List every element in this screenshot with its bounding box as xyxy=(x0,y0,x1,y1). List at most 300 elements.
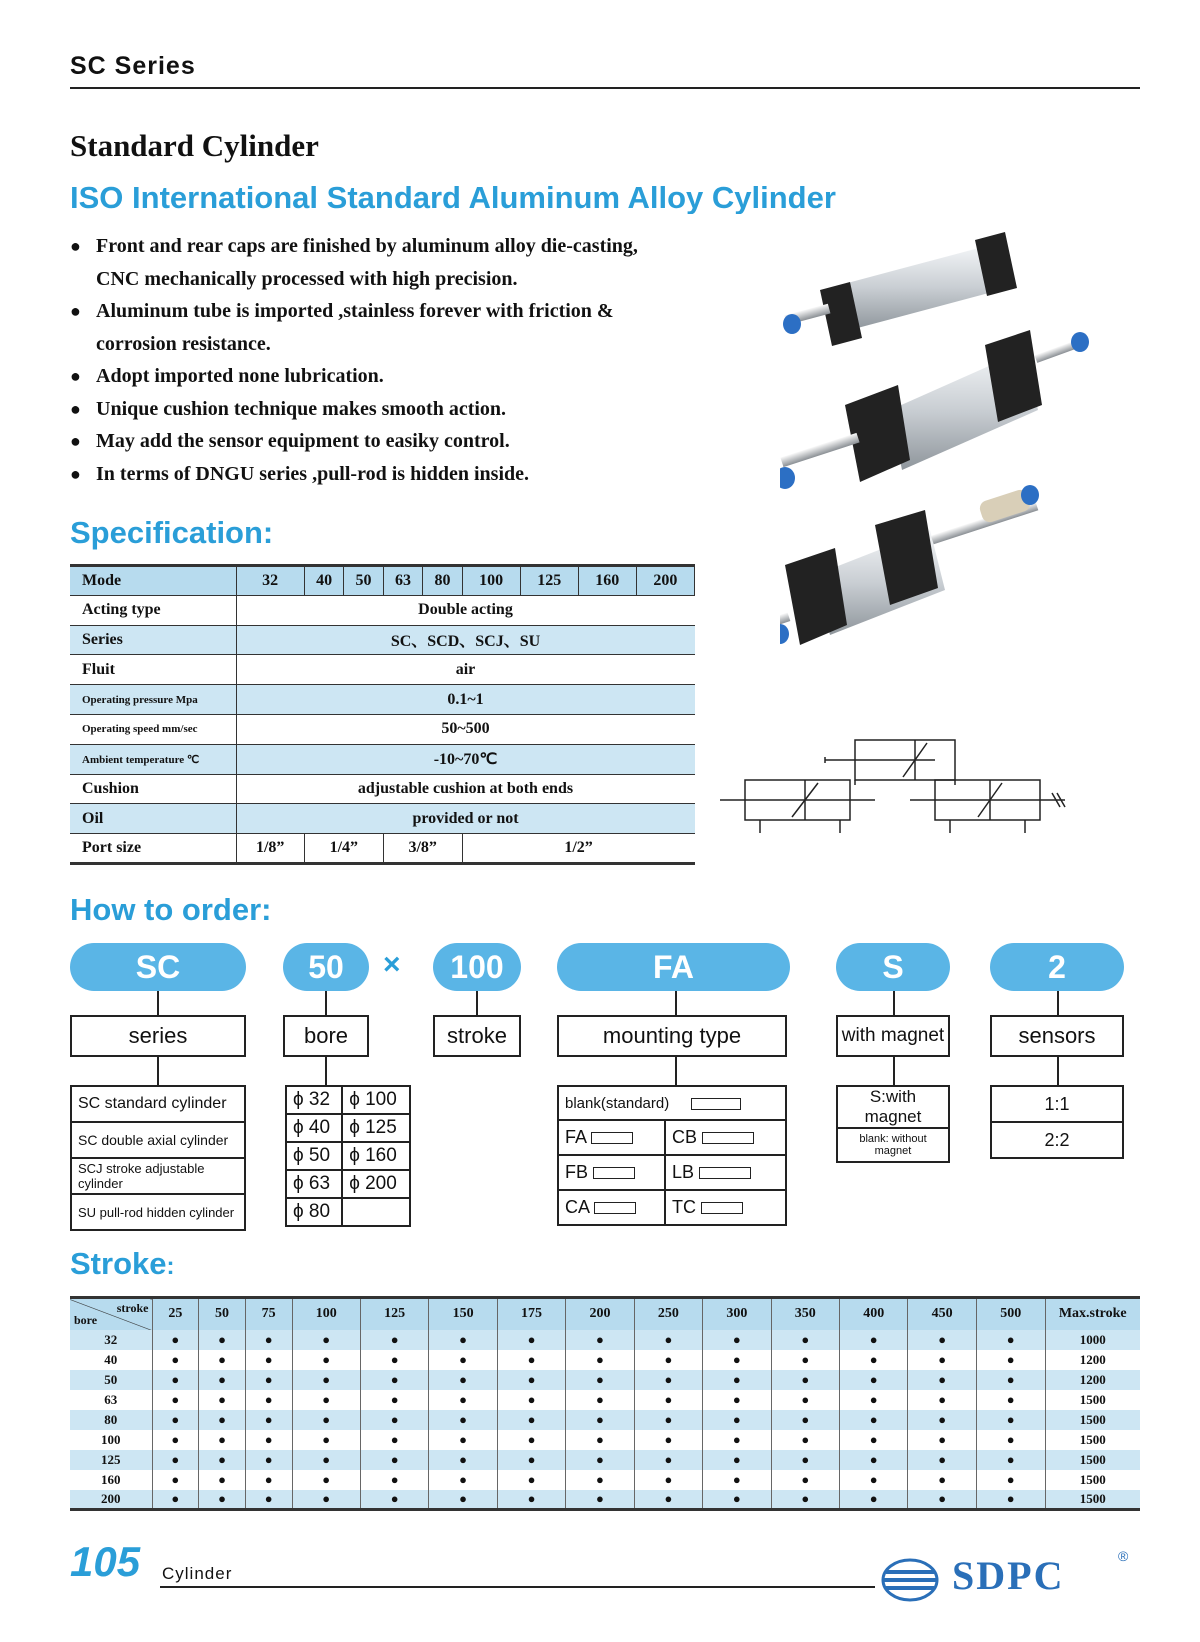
available-dot: ● xyxy=(199,1370,246,1390)
max-stroke-cell: 1500 xyxy=(1079,1391,1106,1407)
available-dot: ● xyxy=(360,1350,428,1370)
bore-option: ϕ 100 xyxy=(342,1086,410,1114)
mounting-label-box: mounting type xyxy=(557,1015,787,1057)
corner-bore: bore xyxy=(74,1312,98,1327)
cylinder-adjustable-image xyxy=(780,485,1039,645)
code-series-pill: SC xyxy=(70,943,246,991)
available-dot: ● xyxy=(152,1410,199,1430)
spec-row xyxy=(70,655,695,685)
sensor-label-box: sensors xyxy=(990,1015,1124,1057)
stroke-column-header: 350 xyxy=(771,1298,839,1330)
available-dot: ● xyxy=(497,1490,565,1510)
available-dot: ● xyxy=(429,1350,497,1370)
mount-option-fa: FA xyxy=(565,1127,587,1147)
available-dot: ● xyxy=(908,1450,976,1470)
available-dot: ● xyxy=(199,1490,246,1510)
available-dot: ● xyxy=(976,1430,1045,1450)
feature-line: ● May add the sensor equipment to easiky control. xyxy=(96,430,510,452)
available-dot: ● xyxy=(245,1490,292,1510)
series-options-table xyxy=(70,1085,246,1231)
mount-option-fb: FB xyxy=(565,1162,589,1182)
header-rule xyxy=(70,87,1140,89)
available-dot: ● xyxy=(152,1330,199,1350)
available-dot: ● xyxy=(199,1470,246,1490)
spec-row-label: Oil xyxy=(70,804,236,834)
available-dot: ● xyxy=(840,1430,908,1450)
bore-option: ϕ 125 xyxy=(342,1114,410,1142)
spec-mode-label: Mode xyxy=(70,566,236,596)
spec-row-value: SC、SCD、SCJ、SU xyxy=(236,625,695,655)
available-dot: ● xyxy=(703,1430,771,1450)
available-dot: ● xyxy=(292,1350,360,1370)
available-dot: ● xyxy=(840,1330,908,1350)
magnet-option: S:with magnet xyxy=(837,1086,949,1128)
available-dot: ● xyxy=(199,1410,246,1430)
cylinder-symbol-diagrams xyxy=(720,735,1140,875)
mount-option-ca: CA xyxy=(565,1197,590,1217)
max-stroke-cell: 1200 xyxy=(1079,1351,1106,1367)
stroke-bore-cell: 32 xyxy=(70,1330,152,1350)
max-stroke-cell: 1500 xyxy=(1045,1410,1140,1430)
connector xyxy=(325,991,327,1015)
available-dot: ● xyxy=(771,1490,839,1510)
stroke-column-header: 50 xyxy=(199,1298,246,1330)
available-dot: ● xyxy=(199,1350,246,1370)
available-dot: ● xyxy=(771,1450,839,1470)
feature-line: corrosion resistance. xyxy=(96,332,271,355)
available-dot: ● xyxy=(634,1430,702,1450)
spec-row xyxy=(70,625,695,655)
available-dot: ● xyxy=(497,1410,565,1430)
spec-row-value: -10~70℃ xyxy=(236,744,695,774)
connector xyxy=(893,1057,895,1085)
spec-row-label: Fluit xyxy=(70,655,236,685)
code-stroke-pill: 100 xyxy=(433,943,521,991)
available-dot: ● xyxy=(771,1330,839,1350)
feature-line: ● Front and rear caps are finished by aluminum alloy die-casting, xyxy=(96,235,638,257)
spec-row xyxy=(70,714,695,744)
available-dot: ● xyxy=(360,1450,428,1470)
available-dot: ● xyxy=(703,1450,771,1470)
max-stroke-cell: 1000 xyxy=(1045,1330,1140,1350)
spec-row xyxy=(70,774,695,804)
spec-row-value: Double acting xyxy=(236,595,695,625)
available-dot: ● xyxy=(840,1490,908,1510)
bore-option: ϕ 50 xyxy=(286,1142,342,1170)
available-dot: ● xyxy=(771,1350,839,1370)
available-dot: ● xyxy=(976,1450,1045,1470)
max-stroke-cell: 1500 xyxy=(1079,1471,1106,1487)
available-dot: ● xyxy=(840,1450,908,1470)
order-heading: How to order: xyxy=(70,892,272,927)
spec-row-value: provided or not xyxy=(236,804,695,834)
spec-bore-cell: 100 xyxy=(462,566,520,596)
available-dot: ● xyxy=(245,1370,292,1390)
magnet-option: blank: without magnet xyxy=(837,1128,949,1162)
mounting-blank-row xyxy=(558,1086,786,1120)
stroke-column-header: 450 xyxy=(908,1298,976,1330)
spec-header-row xyxy=(70,566,695,596)
available-dot: ● xyxy=(292,1330,360,1350)
mount-blank-label: blank(standard) xyxy=(565,1094,670,1112)
times-symbol: × xyxy=(383,948,401,981)
stroke-row xyxy=(70,1390,1140,1410)
code-sensor-pill: 2 xyxy=(990,943,1124,991)
spec-bore-cell: 50 xyxy=(344,566,383,596)
mount-option-lb: LB xyxy=(672,1162,695,1182)
single-symbol xyxy=(825,740,955,785)
series-option: SC standard cylinder xyxy=(71,1086,245,1122)
available-dot: ● xyxy=(703,1490,771,1510)
available-dot: ● xyxy=(360,1370,428,1390)
available-dot: ● xyxy=(429,1390,497,1410)
footer-section: Cylinder xyxy=(162,1564,233,1583)
spec-row-label: Cushion xyxy=(70,774,236,804)
spec-row-label: Operating speed mm/sec xyxy=(70,714,236,744)
stroke-column-header: 75 xyxy=(245,1298,292,1330)
cylinder-product-images xyxy=(780,220,1120,680)
available-dot: ● xyxy=(429,1470,497,1490)
stroke-column-header: 125 xyxy=(360,1298,428,1330)
spec-row xyxy=(70,595,695,625)
code-magnet-pill: S xyxy=(836,943,950,991)
bore-option: ϕ 63 xyxy=(286,1170,342,1198)
mounting-options-table xyxy=(557,1085,787,1226)
available-dot: ● xyxy=(497,1430,565,1450)
spec-row xyxy=(70,685,695,715)
stroke-row xyxy=(70,1490,1140,1510)
bore-option: ϕ 32 xyxy=(286,1086,342,1114)
available-dot: ● xyxy=(908,1370,976,1390)
cylinder-small-image xyxy=(783,232,1017,346)
connector xyxy=(1057,991,1059,1015)
available-dot: ● xyxy=(703,1390,771,1410)
stroke-bore-cell: 200 xyxy=(70,1490,152,1510)
mount-option-cb: CB xyxy=(672,1127,698,1147)
stroke-column-header: 100 xyxy=(292,1298,360,1330)
available-dot: ● xyxy=(429,1450,497,1470)
available-dot: ● xyxy=(840,1410,908,1430)
available-dot: ● xyxy=(976,1370,1045,1390)
spec-row-value: air xyxy=(236,655,695,685)
connector xyxy=(675,1057,677,1085)
connector xyxy=(325,1057,327,1085)
available-dot: ● xyxy=(292,1410,360,1430)
available-dot: ● xyxy=(566,1490,634,1510)
feature-item xyxy=(70,458,730,491)
spec-row xyxy=(70,744,695,774)
available-dot: ● xyxy=(292,1490,360,1510)
stroke-label-box: stroke xyxy=(433,1015,521,1057)
available-dot: ● xyxy=(634,1470,702,1490)
connector xyxy=(893,991,895,1015)
mount-fa-icon xyxy=(591,1132,633,1144)
double-rod-symbol xyxy=(720,780,875,833)
spec-port-label: Port size xyxy=(70,834,236,864)
sensor-option: 2:2 xyxy=(991,1122,1123,1158)
available-dot: ● xyxy=(566,1470,634,1490)
available-dot: ● xyxy=(292,1370,360,1390)
available-dot: ● xyxy=(703,1350,771,1370)
available-dot: ● xyxy=(976,1330,1045,1350)
available-dot: ● xyxy=(360,1470,428,1490)
available-dot: ● xyxy=(634,1490,702,1510)
spec-bore-cell: 63 xyxy=(383,566,422,596)
stroke-row xyxy=(70,1350,1140,1370)
stroke-bore-cell: 40 xyxy=(70,1350,152,1370)
available-dot: ● xyxy=(566,1390,634,1410)
mount-ca-icon xyxy=(594,1202,636,1214)
stroke-row xyxy=(70,1370,1140,1390)
stroke-column-header: 500 xyxy=(976,1298,1045,1330)
available-dot: ● xyxy=(360,1430,428,1450)
available-dot: ● xyxy=(771,1470,839,1490)
available-dot: ● xyxy=(908,1410,976,1430)
available-dot: ● xyxy=(634,1450,702,1470)
code-mounting-pill: FA xyxy=(557,943,790,991)
available-dot: ● xyxy=(497,1450,565,1470)
max-stroke-cell: 1500 xyxy=(1045,1490,1140,1510)
available-dot: ● xyxy=(245,1430,292,1450)
available-dot: ● xyxy=(908,1330,976,1350)
magnet-label-box: with magnet xyxy=(836,1015,950,1057)
series-label-box: series xyxy=(70,1015,246,1057)
feature-item xyxy=(70,393,730,426)
spec-table xyxy=(70,564,695,865)
available-dot: ● xyxy=(908,1490,976,1510)
available-dot: ● xyxy=(360,1330,428,1350)
available-dot: ● xyxy=(703,1470,771,1490)
magnet-options-table xyxy=(836,1085,950,1163)
stroke-row xyxy=(70,1430,1140,1450)
available-dot: ● xyxy=(634,1330,702,1350)
spec-row-label: Ambient temperature ℃ xyxy=(70,744,236,774)
mount-lb-icon xyxy=(699,1167,751,1179)
available-dot: ● xyxy=(703,1410,771,1430)
available-dot: ● xyxy=(771,1390,839,1410)
available-dot: ● xyxy=(976,1350,1045,1370)
available-dot: ● xyxy=(360,1390,428,1410)
spec-row-value: adjustable cushion at both ends xyxy=(236,774,695,804)
mount-tc-icon xyxy=(701,1202,743,1214)
feature-item xyxy=(70,425,730,458)
available-dot: ● xyxy=(566,1450,634,1470)
available-dot: ● xyxy=(152,1470,199,1490)
port-value: 1/8” xyxy=(236,834,304,864)
available-dot: ● xyxy=(245,1390,292,1410)
available-dot: ● xyxy=(429,1490,497,1510)
available-dot: ● xyxy=(199,1430,246,1450)
max-stroke-cell: 1200 xyxy=(1045,1370,1140,1390)
stroke-row xyxy=(70,1410,1140,1430)
mount-standard-icon xyxy=(691,1098,741,1110)
available-dot: ● xyxy=(152,1350,199,1370)
stroke-column-header: 250 xyxy=(634,1298,702,1330)
mount-cb-icon xyxy=(702,1132,754,1144)
stroke-column-header: 300 xyxy=(703,1298,771,1330)
spec-bore-cell: 32 xyxy=(236,566,304,596)
brand-name: SDPC xyxy=(952,1553,1065,1598)
cylinder-medium-image xyxy=(780,330,1089,489)
connector xyxy=(1057,1057,1059,1085)
available-dot: ● xyxy=(566,1350,634,1370)
stroke-row xyxy=(70,1470,1140,1490)
spec-row-label: Acting type xyxy=(70,595,236,625)
available-dot: ● xyxy=(771,1410,839,1430)
available-dot: ● xyxy=(771,1430,839,1450)
available-dot: ● xyxy=(703,1330,771,1350)
feature-line: ● Adopt imported none lubrication. xyxy=(96,365,384,387)
bore-label-box: bore xyxy=(283,1015,369,1057)
available-dot: ● xyxy=(152,1450,199,1470)
stroke-table xyxy=(70,1296,1140,1511)
available-dot: ● xyxy=(976,1490,1045,1510)
stroke-corner-cell xyxy=(70,1298,152,1330)
available-dot: ● xyxy=(908,1470,976,1490)
stroke-bore-cell: 125 xyxy=(70,1450,152,1470)
feature-item xyxy=(70,295,730,360)
spec-row-value: 50~500 xyxy=(236,714,695,744)
available-dot: ● xyxy=(292,1450,360,1470)
available-dot: ● xyxy=(152,1370,199,1390)
stroke-header-row xyxy=(70,1298,1140,1330)
max-stroke-cell: 1500 xyxy=(1079,1431,1106,1447)
port-value: 3/8” xyxy=(383,834,462,864)
bore-option xyxy=(342,1198,410,1226)
stroke-bore-cell: 160 xyxy=(70,1470,152,1490)
mount-fb-icon xyxy=(593,1167,635,1179)
stroke-heading-text: Stroke xyxy=(70,1246,167,1281)
spec-row-label: Operating pressure Mpa xyxy=(70,685,236,715)
spec-row xyxy=(70,804,695,834)
footer-rule xyxy=(160,1586,875,1588)
spec-bore-cell: 160 xyxy=(578,566,636,596)
stroke-column-header: 400 xyxy=(840,1298,908,1330)
series-option: SCJ stroke adjustable cylinder xyxy=(71,1158,245,1194)
sensor-option: 1:1 xyxy=(991,1086,1123,1122)
available-dot: ● xyxy=(566,1370,634,1390)
available-dot: ● xyxy=(292,1470,360,1490)
available-dot: ● xyxy=(292,1430,360,1450)
stroke-bore-cell: 100 xyxy=(70,1430,152,1450)
series-header: SC Series xyxy=(70,52,196,80)
available-dot: ● xyxy=(497,1330,565,1350)
available-dot: ● xyxy=(840,1470,908,1490)
available-dot: ● xyxy=(634,1390,702,1410)
available-dot: ● xyxy=(840,1350,908,1370)
available-dot: ● xyxy=(497,1390,565,1410)
available-dot: ● xyxy=(840,1390,908,1410)
spec-heading: Specification: xyxy=(70,515,274,550)
available-dot: ● xyxy=(199,1330,246,1350)
stroke-column-header: 150 xyxy=(429,1298,497,1330)
available-dot: ● xyxy=(245,1450,292,1470)
feature-item xyxy=(70,360,730,393)
bore-option: ϕ 40 xyxy=(286,1114,342,1142)
available-dot: ● xyxy=(634,1410,702,1430)
available-dot: ● xyxy=(292,1390,360,1410)
available-dot: ● xyxy=(429,1430,497,1450)
available-dot: ● xyxy=(245,1470,292,1490)
available-dot: ● xyxy=(976,1410,1045,1430)
stroke-heading-colon: : xyxy=(166,1253,175,1280)
page-subtitle: ISO International Standard Aluminum Alloy Cylinder xyxy=(70,180,836,214)
connector xyxy=(476,991,478,1015)
available-dot: ● xyxy=(908,1430,976,1450)
feature-line: ● Unique cushion technique makes smooth action. xyxy=(96,397,507,420)
page-number: 105 xyxy=(70,1538,141,1585)
spec-bore-cell: 40 xyxy=(304,566,343,596)
stroke-column-header: 200 xyxy=(566,1298,634,1330)
spec-row-value: 0.1~1 xyxy=(236,685,695,715)
available-dot: ● xyxy=(360,1410,428,1430)
available-dot: ● xyxy=(429,1410,497,1430)
available-dot: ● xyxy=(634,1370,702,1390)
available-dot: ● xyxy=(199,1390,246,1410)
available-dot: ● xyxy=(976,1390,1045,1410)
port-value: 1/2” xyxy=(462,834,694,864)
max-stroke-cell: 1500 xyxy=(1045,1450,1140,1470)
port-value: 1/4” xyxy=(304,834,383,864)
max-stroke-header: Max.stroke xyxy=(1045,1298,1140,1330)
available-dot: ● xyxy=(908,1390,976,1410)
available-dot: ● xyxy=(703,1370,771,1390)
spec-bore-cell: 200 xyxy=(636,566,694,596)
available-dot: ● xyxy=(199,1450,246,1470)
stroke-bore-cell: 63 xyxy=(70,1390,152,1410)
spec-row-label: Series xyxy=(70,625,236,655)
available-dot: ● xyxy=(566,1410,634,1430)
bore-options-table xyxy=(285,1085,411,1227)
stroke-row xyxy=(70,1330,1140,1350)
registered-mark: ® xyxy=(1118,1548,1129,1564)
sdpc-logo-icon xyxy=(880,1556,940,1604)
bore-option: ϕ 160 xyxy=(342,1142,410,1170)
sensor-options-table xyxy=(990,1085,1124,1159)
connector xyxy=(157,1057,159,1085)
stroke-heading xyxy=(70,1246,174,1282)
feature-line: CNC mechanically processed with high precision. xyxy=(96,267,518,290)
available-dot: ● xyxy=(976,1470,1045,1490)
available-dot: ● xyxy=(497,1370,565,1390)
page-title: Standard Cylinder xyxy=(70,128,319,163)
available-dot: ● xyxy=(840,1370,908,1390)
series-option: SU pull-rod hidden cylinder xyxy=(71,1194,245,1230)
available-dot: ● xyxy=(566,1430,634,1450)
feature-item xyxy=(70,230,730,295)
corner-stroke: stroke xyxy=(116,1301,149,1315)
available-dot: ● xyxy=(245,1330,292,1350)
available-dot: ● xyxy=(566,1330,634,1350)
feature-line: ● Aluminum tube is imported ,stainless forever with friction & xyxy=(96,300,614,322)
available-dot: ● xyxy=(634,1350,702,1370)
stroke-row xyxy=(70,1450,1140,1470)
stroke-bore-cell: 80 xyxy=(70,1410,152,1430)
available-dot: ● xyxy=(908,1350,976,1370)
available-dot: ● xyxy=(360,1490,428,1510)
available-dot: ● xyxy=(152,1390,199,1410)
available-dot: ● xyxy=(152,1490,199,1510)
available-dot: ● xyxy=(771,1370,839,1390)
available-dot: ● xyxy=(429,1370,497,1390)
code-bore-pill: 50 xyxy=(283,943,369,991)
spec-port-row xyxy=(70,834,695,864)
available-dot: ● xyxy=(245,1410,292,1430)
spec-bore-cell: 80 xyxy=(423,566,462,596)
bore-option: ϕ 200 xyxy=(342,1170,410,1198)
connector xyxy=(675,991,677,1015)
available-dot: ● xyxy=(497,1350,565,1370)
